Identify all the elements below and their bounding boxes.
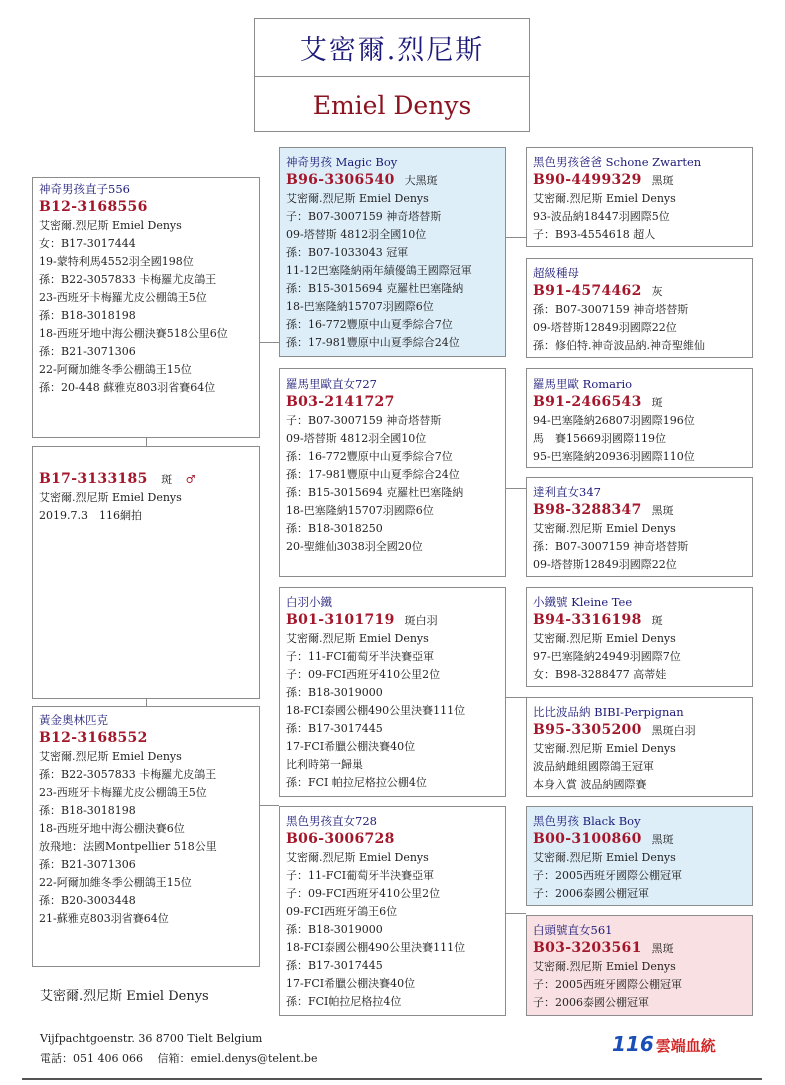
connector-line (146, 437, 147, 446)
pedigree-line: 21-蘇雅克803羽省賽64位 (39, 912, 169, 925)
pedigree-line: 孫：B22-3057833 卡梅羅尤皮鴿王 (39, 273, 217, 286)
pedigree-line: 09-塔替斯 4812羽全國10位 (286, 432, 427, 445)
ring-number: B00-3100860 (533, 831, 642, 847)
pedigree-line: 艾密爾.烈尼斯 Emiel Denys (533, 851, 676, 864)
ring-number: B96-3306540 (286, 172, 395, 188)
pedigree-line: 孫：B21-3071306 (39, 858, 136, 871)
ring-number: B95-3305200 (533, 722, 642, 738)
pedigree-line: 18-巴塞隆納15707羽國際6位 (286, 300, 434, 313)
pedigree-card-dsd (526, 697, 753, 797)
pedigree-line: 孫：FCI帕拉尼格拉4位 (286, 995, 402, 1008)
ring-number: B01-3101719 (286, 612, 395, 628)
pedigree-card-dd (279, 806, 506, 1016)
pedigree-line: 孫：B20-3003448 (39, 894, 136, 907)
pedigree-card-ss (279, 147, 506, 357)
pedigree-line: 23-西班牙卡梅羅尤皮公棚鴿王5位 (39, 786, 207, 799)
pedigree-line: 孫：B18-3018198 (39, 804, 136, 817)
pedigree-line: 子：11-FCI葡萄牙半決賽亞軍 (286, 869, 435, 882)
pigeon-name: 比比波品納 BIBI-Perpignan (533, 705, 684, 719)
owner-name: 艾密爾.烈尼斯 Emiel Denys (40, 989, 209, 1004)
pedigree-line: 艾密爾.烈尼斯 Emiel Denys (533, 632, 676, 645)
pedigree-card-dam (32, 706, 260, 967)
connector-line (505, 913, 526, 914)
pedigree-line: 子：09-FCI西班牙410公里2位 (286, 668, 441, 681)
pedigree-line: 艾密爾.烈尼斯 Emiel Denys (533, 522, 676, 535)
pedigree-line: 20-聖維仙3038羽全國20位 (286, 540, 423, 553)
ring-number: B12-3168556 (39, 199, 148, 215)
header-english-name: Emiel Denys (312, 90, 472, 120)
color-label: 灰 (651, 285, 663, 298)
pedigree-card-sire (32, 177, 260, 438)
pedigree-line: 孫：B17-3017445 (286, 722, 383, 735)
pedigree-line: 93-波品納18447羽國際5位 (533, 210, 670, 223)
header-chinese-name: 艾密爾.烈尼斯 (255, 19, 529, 77)
pedigree-line: 子：2005西班牙國際公棚冠軍 (533, 978, 682, 991)
pedigree-line: 孫：B07-3007159 神奇塔替斯 (533, 540, 689, 553)
connector-line (505, 237, 526, 238)
pedigree-lines (286, 849, 499, 1011)
color-label: 黑斑 (651, 174, 674, 187)
pedigree-line: 馬 賽15669羽國際119位 (533, 432, 666, 445)
color-label: 黑斑白羽 (651, 724, 696, 737)
footer-divider (22, 1078, 762, 1080)
ring-number: B06-3006728 (286, 831, 395, 847)
ring-number: B94-3316198 (533, 612, 642, 628)
pedigree-line: 孫：B07-1033043 冠軍 (286, 246, 409, 259)
pedigree-lines (533, 958, 746, 1012)
pedigree-line: 艾密爾.烈尼斯 Emiel Denys (286, 851, 429, 864)
pedigree-line: 艾密爾.烈尼斯 Emiel Denys (533, 742, 676, 755)
pedigree-line: 艾密爾.烈尼斯 Emiel Denys (39, 491, 182, 504)
logo-number: 116 (612, 1032, 654, 1056)
connector-line (505, 697, 526, 698)
pedigree-line: 09-塔替斯12849羽國際22位 (533, 321, 677, 334)
pedigree-line: 18-西班牙地中海公棚決賽518公里6位 (39, 327, 228, 340)
pedigree-line: 17-FCI希臘公棚決賽40位 (286, 977, 416, 990)
pedigree-line: 孫：B21-3071306 (39, 345, 136, 358)
pedigree-line: 子：2006泰國公棚冠軍 (533, 887, 649, 900)
pedigree-line: 子：11-FCI葡萄牙半決賽亞軍 (286, 650, 435, 663)
pedigree-line: 09-FCI西班牙鴿王6位 (286, 905, 398, 918)
ring-number: B91-4574462 (533, 283, 642, 299)
pedigree-lines (286, 630, 499, 792)
pigeon-name: 黑色男孩爸爸 Schone Zwarten (533, 155, 702, 169)
pedigree-lines (286, 190, 499, 352)
pedigree-line: 波品納雌組國際鴿王冠軍 (533, 760, 654, 773)
pedigree-line: 孫：B15-3015694 克羅杜巴塞隆納 (286, 282, 464, 295)
pedigree-line: 孫：B18-3019000 (286, 923, 383, 936)
pedigree-line: 18-FCI泰國公棚490公里決賽111位 (286, 704, 466, 717)
pedigree-line: 孫：B18-3019000 (286, 686, 383, 699)
pedigree-line: 艾密爾.烈尼斯 Emiel Denys (533, 960, 676, 973)
pedigree-line: 孫：修伯特.神奇波品納.神奇聖維仙 (533, 339, 705, 352)
pedigree-card-sss (526, 147, 753, 247)
pedigree-line: 孫：FCI 帕拉尼格拉公棚4位 (286, 776, 427, 789)
pigeon-name: 羅馬里歐 Romario (533, 377, 633, 391)
pigeon-name: 神奇男孩直子556 (39, 182, 130, 196)
connector-line (146, 698, 147, 706)
pedigree-line: 18-FCI泰國公棚490公里決賽111位 (286, 941, 466, 954)
pigeon-name: 黃金奧林匹克 (39, 713, 108, 727)
connector-line (259, 805, 279, 806)
pedigree-line: 孫：B18-3018198 (39, 309, 136, 322)
pedigree-lines (286, 412, 499, 556)
pedigree-line: 女：B98-3288477 高蒂娃 (533, 668, 667, 681)
pedigree-lines (533, 520, 746, 574)
pedigree-line: 子：2005西班牙國際公棚冠軍 (533, 869, 682, 882)
pedigree-line: 95-巴塞隆納20936羽國際110位 (533, 450, 695, 463)
pedigree-line: 孫：B22-3057833 卡梅羅尤皮鴿王 (39, 768, 217, 781)
pedigree-line: 18-西班牙地中海公棚決賽6位 (39, 822, 185, 835)
pedigree-lines (533, 740, 746, 794)
pedigree-lines (39, 748, 253, 928)
pedigree-line: 艾密爾.烈尼斯 Emiel Denys (286, 632, 429, 645)
pedigree-lines (533, 301, 746, 355)
pedigree-line: 22-阿爾加維冬季公棚鴿王15位 (39, 876, 192, 889)
color-label: 黑斑 (651, 833, 674, 846)
ring-number: B91-2466543 (533, 394, 642, 410)
pigeon-name: 白頭號直女561 (533, 923, 613, 937)
connector-line (505, 488, 526, 489)
pigeon-name: 黑色男孩直女728 (286, 814, 377, 828)
pedigree-card-dds (526, 806, 753, 906)
pedigree-line: 女：B17-3017444 (39, 237, 136, 250)
pedigree-line: 孫：16-772豐原中山夏季綜合7位 (286, 318, 453, 331)
pedigree-lines (533, 849, 746, 903)
pedigree-line: 艾密爾.烈尼斯 Emiel Denys (39, 750, 182, 763)
pedigree-line: 孫：B17-3017445 (286, 959, 383, 972)
pedigree-line: 17-FCI希臘公棚決賽40位 (286, 740, 416, 753)
logo (612, 1032, 716, 1056)
pedigree-line: 97-巴塞隆納24949羽國際7位 (533, 650, 681, 663)
pedigree-line: 子：09-FCI西班牙410公里2位 (286, 887, 441, 900)
pedigree-line: 18-巴塞隆納15707羽國際6位 (286, 504, 434, 517)
pedigree-line: 子：B07-3007159 神奇塔替斯 (286, 210, 442, 223)
ring-number: B90-4499329 (533, 172, 642, 188)
pedigree-card-ddd (526, 915, 753, 1016)
pedigree-line: 艾密爾.烈尼斯 Emiel Denys (533, 192, 676, 205)
pigeon-name: 白羽小鐵 (286, 595, 332, 609)
pedigree-line: 19-蒙特利馬4552羽全國198位 (39, 255, 194, 268)
pedigree-line: 23-西班牙卡梅羅尤皮公棚鴿王5位 (39, 291, 207, 304)
pedigree-line: 94-巴塞隆納26807羽國際196位 (533, 414, 695, 427)
logo-text: 雲端血統 (655, 1037, 716, 1055)
pedigree-line: 09-塔替斯12849羽國際22位 (533, 558, 677, 571)
ring-number: B03-2141727 (286, 394, 395, 410)
color-label: 斑 (161, 473, 173, 486)
color-label: 斑白羽 (404, 614, 438, 627)
pedigree-card-ssd (526, 258, 753, 358)
pigeon-name: 神奇男孩 Magic Boy (286, 155, 398, 169)
pigeon-name: 超級種母 (533, 266, 579, 280)
pigeon-name: 羅馬里歐直女727 (286, 377, 377, 391)
pedigree-line: 子：B93-4554618 超人 (533, 228, 656, 241)
pedigree-line: 孫：B18-3018250 (286, 522, 383, 535)
pedigree-lines (533, 190, 746, 244)
contact-info: 電話：051 406 066 信箱：emiel.denys@telent.be (40, 1052, 318, 1065)
pedigree-line: 比利時第一歸巢 (286, 758, 363, 771)
pedigree-line: 孫：17-981豐原中山夏季綜合24位 (286, 468, 460, 481)
pedigree-card-dss (526, 587, 753, 687)
pedigree-line: 本身入賞 波品納國際賽 (533, 778, 647, 791)
pedigree-card-sdd (526, 477, 753, 577)
pedigree-line: 09-塔替斯 4812羽全國10位 (286, 228, 427, 241)
color-label: 黑斑 (651, 504, 674, 517)
pigeon-name: 黑色男孩 Black Boy (533, 814, 641, 828)
pedigree-line: 孫：16-772豐原中山夏季綜合7位 (286, 450, 453, 463)
pedigree-line: 放飛地：法國Montpellier 518公里 (39, 840, 217, 853)
address: Vijfpachtgoenstr. 36 8700 Tielt Belgium (40, 1032, 263, 1045)
ring-number: B12-3168552 (39, 730, 148, 746)
pedigree-lines (39, 489, 253, 525)
color-label: 斑 (651, 614, 663, 627)
pedigree-line: 子：2006泰國公棚冠軍 (533, 996, 649, 1009)
pedigree-line: 2019.7.3 116網拍 (39, 509, 142, 522)
pedigree-line: 艾密爾.烈尼斯 Emiel Denys (39, 219, 182, 232)
pedigree-lines (533, 412, 746, 466)
pedigree-line: 孫：B07-3007159 神奇塔替斯 (533, 303, 689, 316)
connector-line (259, 342, 279, 343)
pedigree-line: 22-阿爾加維冬季公棚鴿王15位 (39, 363, 192, 376)
pedigree-card-sd (279, 368, 506, 577)
pedigree-line: 孫：B15-3015694 克羅杜巴塞隆納 (286, 486, 464, 499)
color-label: 黑斑 (651, 942, 674, 955)
pigeon-name: 達利直女347 (533, 485, 601, 499)
ring-number: B17-3133185 (39, 471, 148, 487)
ring-number: B98-3288347 (533, 502, 642, 518)
pedigree-line: 子：B07-3007159 神奇塔替斯 (286, 414, 442, 427)
pedigree-line: 艾密爾.烈尼斯 Emiel Denys (286, 192, 429, 205)
pedigree-card-sds (526, 368, 753, 468)
header-box (254, 18, 530, 132)
pedigree-line: 孫：17-981豐原中山夏季綜合24位 (286, 336, 460, 349)
color-label: 大黑斑 (404, 174, 438, 187)
sex-symbol: ♂ (185, 473, 196, 486)
pedigree-line: 孫：20-448 蘇雅克803羽省賽64位 (39, 381, 216, 394)
pedigree-lines (533, 630, 746, 684)
pedigree-lines (39, 217, 253, 397)
pedigree-card-ds (279, 587, 506, 797)
ring-number: B03-3203561 (533, 940, 642, 956)
pedigree-card-subject (32, 446, 260, 699)
pedigree-line: 11-12巴塞隆納兩年績優鴿王國際冠軍 (286, 264, 472, 277)
color-label: 斑 (651, 396, 663, 409)
pigeon-name: 小鐵號 Kleine Tee (533, 595, 633, 609)
